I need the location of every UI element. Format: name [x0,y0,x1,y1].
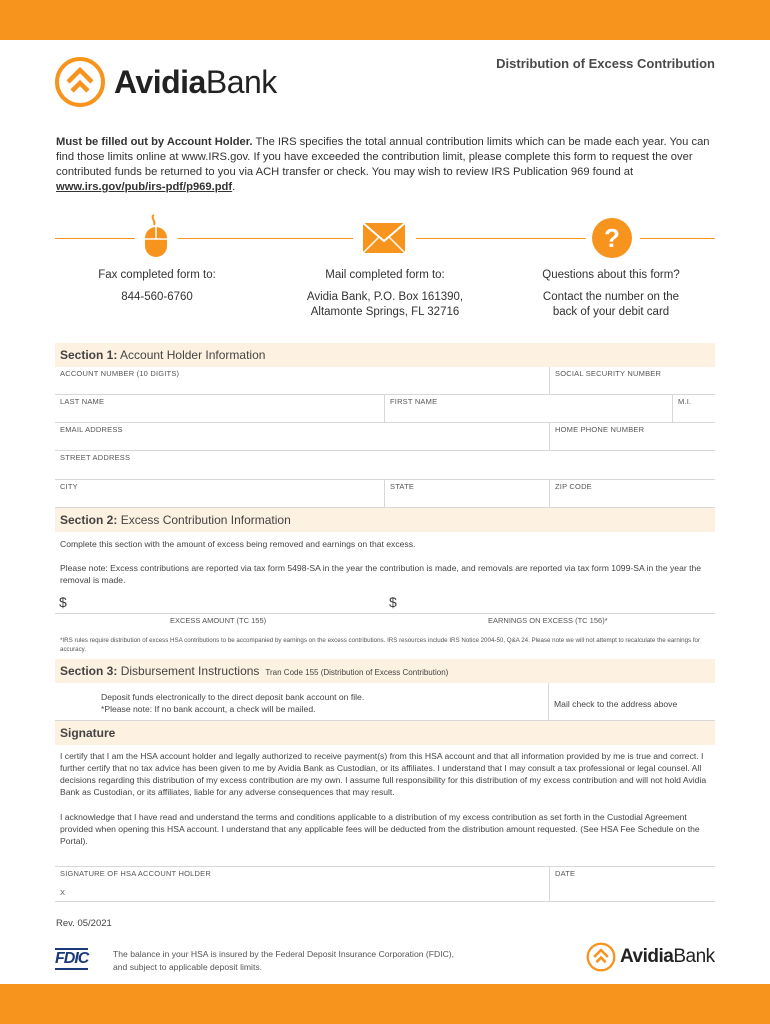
signature-row [55,866,715,902]
zip-field[interactable]: ZIP CODE [549,480,715,507]
first-name-field[interactable]: FIRST NAME [384,395,672,422]
intro-paragraph: Must be filled out by Account Holder. The IRS specifies the total annual contribution limits which can be made each year. You can find those limits online at www.IRS.gov. If you have exceeded the contribution limit, please complete this form to request the over contributed funds be returned to you via ACH transfer or check. You may wish to review IRS Publication 969 found at www.irs.gov/pub/irs-pdf/p969.pdf. [56,136,710,193]
signature-header: Signature [55,721,715,745]
document-title: Distribution of Excess Contribution [496,56,715,71]
earnings-label: EARNINGS ON EXCESS (TC 156)* [488,616,608,625]
section2-instructions: Complete this section with the amount of excess being removed and earnings on that excess. [60,539,416,549]
divider-line [640,238,715,239]
fdic-notice: The balance in your HSA is insured by the Federal Deposit Insurance Corporation (FDIC), and subject to applicable deposit limits. [113,949,455,972]
fax-contact: Fax completed form to: 844-560-6760 [57,268,257,305]
mail-check-option[interactable]: Mail check to the address above [554,699,678,709]
mi-field[interactable]: M.I. [672,395,715,422]
fdic-logo: FDIC [55,948,88,970]
irs-publication-link[interactable]: www.irs.gov/pub/irs-pdf/p969.pdf [56,181,233,193]
section1-header: Section 1: Account Holder Information [55,343,715,367]
footer-avidia-logo: AvidiaBank [586,942,715,972]
excess-amount-field[interactable]: $ [55,594,385,614]
question-icon: ? [592,218,632,258]
divider-line [178,238,353,239]
avidia-logo [54,56,277,108]
signature-field[interactable]: SIGNATURE OF HSA ACCOUNT HOLDER X [60,869,211,897]
revision-date: Rev. 05/2021 [56,918,112,929]
date-field[interactable]: DATE [549,867,715,901]
city-row [55,480,715,508]
divider-line [55,238,135,239]
section2-header: Section 2: Excess Contribution Information [55,508,715,532]
earnings-field[interactable]: $ [385,594,715,614]
avidia-logo-icon [54,56,106,108]
intro-body: The IRS specifies the total annual contribution limits which can be made each year. You can find those limits online at www.IRS.gov. If you have exceeded the contribution limit, please complete this form to request the over contributed funds be returned to you via ACH transfer or check. You may wish to review IRS Publication 969 found at [56,136,710,178]
certification-text: I certify that I am the HSA account holder and legally authorized to receive payment(s) from this HSA account and that all information provided by me is true and correct. I further certify that no tax advice has been given to me by Avidia Bank as Custodian, or its affiliates. I understand that I may consult a tax professional or legal counsel. All decisions regarding this distribution of my excess contribution are my own. I assume full responsibility for this distribution of my excess contribution and will not hold Avidia Bank as Custodian, or its affiliates, liable for any adverse consequences that may result. [60,751,707,797]
bottom-accent-bar [0,984,770,1024]
intro-lead: Must be filled out by Account Holder. [56,136,253,148]
section2-footnote: *IRS rules require distribution of excess HSA contributions to be accompanied by earnings on the excess contributions. IRS resources include IRS Notice 2004-50, Q&A 24. Please note we will not attempt to recalculate the earnings for accuracy. [60,637,701,653]
direct-deposit-option[interactable]: Deposit funds electronically to the direct deposit bank account on file. *Please note: If no bank account, a check will be mailed. [55,683,549,721]
street-address-field[interactable]: STREET ADDRESS [60,453,131,462]
mouse-icon [140,213,172,259]
email-field[interactable]: EMAIL ADDRESS [60,425,123,434]
street-row [55,451,715,480]
acknowledgement-text: I acknowledge that I have read and understand the terms and conditions applicable to a distribution of my excess contribution as set forth in the Custodial Agreement provided when opening this HSA account. I understand that any applicable fees will be deducted from the distribution amount requested. (See HSA Fee Schedule on the Portal). [60,812,700,846]
top-accent-bar [0,0,770,40]
questions-contact: Questions about this form? Contact the number on the back of your debit card [542,269,680,318]
ssn-field[interactable]: SOCIAL SECURITY NUMBER [549,367,715,394]
last-name-field[interactable]: LAST NAME [60,397,105,406]
excess-amount-label: EXCESS AMOUNT (TC 155) [170,616,267,625]
avidia-logo-icon [586,942,616,972]
account-number-field[interactable]: ACCOUNT NUMBER (10 DIGITS) [60,369,180,378]
disbursement-options [55,683,715,721]
fax-number: 844-560-6760 [121,291,193,303]
contact-row [55,423,715,451]
mail-contact: Mail completed form to: Avidia Bank, P.O. Box 161390, Altamonte Springs, FL 32716 [306,269,464,318]
account-row [55,367,715,395]
city-field[interactable]: CITY [60,482,78,491]
home-phone-field[interactable]: HOME PHONE NUMBER [549,423,715,450]
name-row [55,395,715,423]
section3-header: Section 3: Disbursement Instructions Tran Code 155 (Distribution of Excess Contribution) [55,659,715,683]
section2-note: Please note: Excess contributions are reported via tax form 5498-SA in the year the contribution is made, and removals are reported via tax form 1099-SA in the year the removal is made. [60,563,702,585]
envelope-icon [362,222,406,254]
state-field[interactable]: STATE [384,480,549,507]
divider-line [416,238,586,239]
logo-wordmark: AvidiaBank [114,63,277,100]
